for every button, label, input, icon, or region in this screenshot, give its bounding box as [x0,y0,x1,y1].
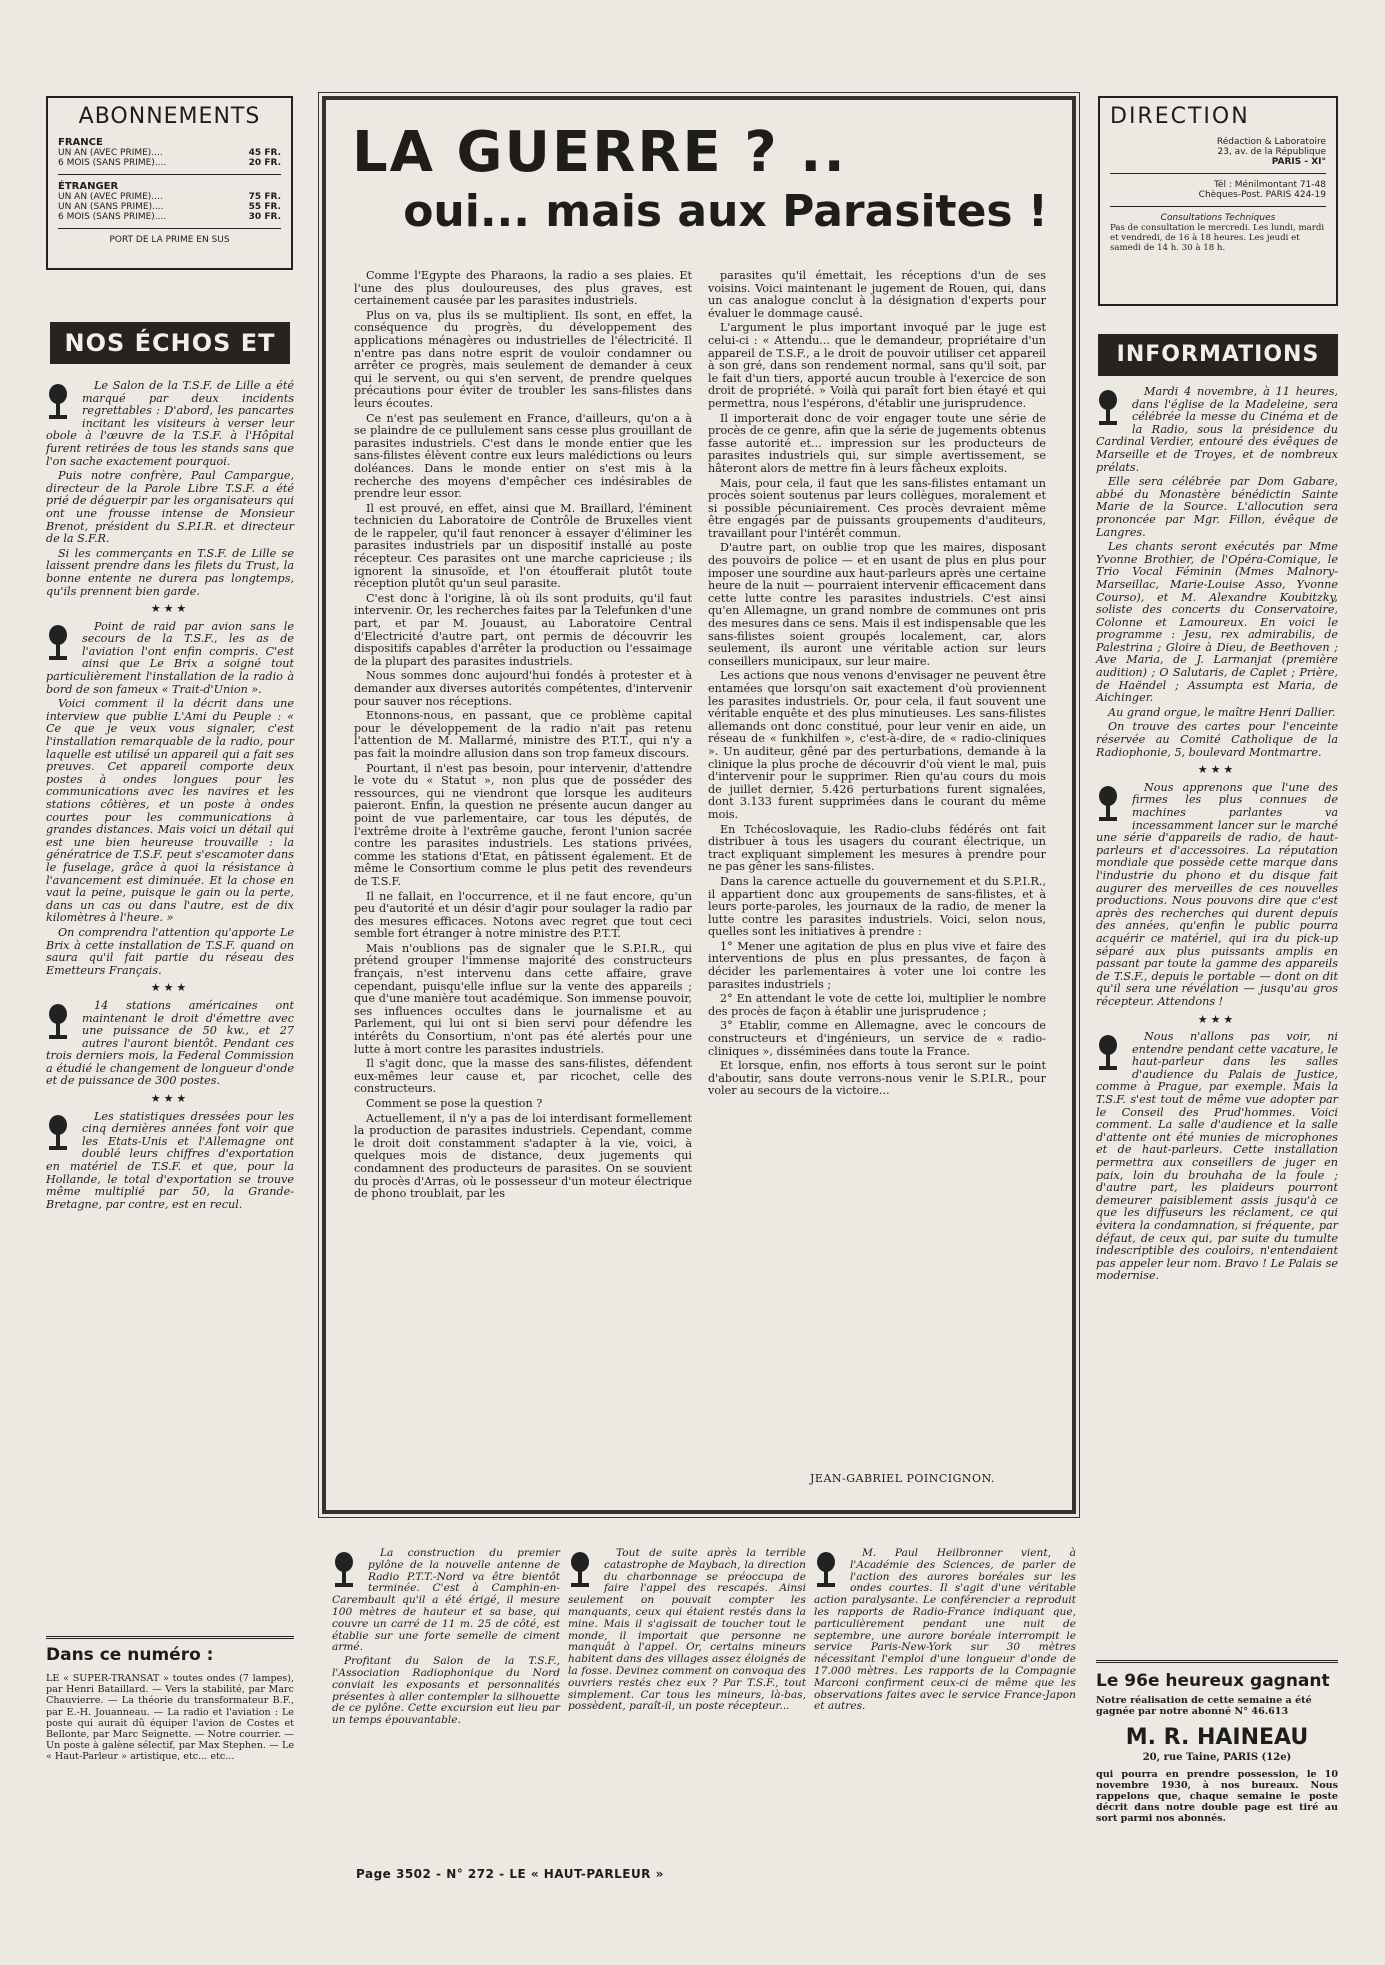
informations-column [1096,386,1338,1285]
abonnements-footer: PORT DE LA PRIME EN SUS [109,235,230,245]
sommaire-title: Dans ce numéro : [46,1645,214,1665]
direction-tel: Tél : Ménilmontant 71-48 [1213,180,1326,190]
bottom-item-1-p1: La construction du premier pylône de la nouvelle antenne de Radio P.T.T.-Nord va être bientôt terminée. C'est à Camphin-en-Carembault qu'il a été érigé, il mesure 100 mètres de hauteur et sa base, qui couvre un carré de 11 m. 25 de côté, est établie sur une forte semelle de ciment armé. [332,1547,560,1654]
info-p1: Mardi 4 novembre, à 11 heures, dans l'église de la Madeleine, sera célébrée la messe du Cinéma et de la Radio, sous la présidence du Cardinal Verdier, entouré des évêques de Marseille et de Troyes, et de nombreux prélats. [1096,385,1338,474]
echo-p7: 14 stations américaines ont maintenant le droit d'émettre avec une puissance de 50 kw., et 27 autres l'auront bientôt. Pendant ces trois derniers mois, la Federal Commission a étudié le changement de longueur d'onde et de puissance de 300 postes. [46,998,294,1088]
article-col-1 [354,270,692,1203]
article-signature: JEAN-GABRIEL POINCIGNON. [810,1472,995,1485]
echos-column [46,380,294,1213]
gagnant-intro: Notre réalisation de cette semaine a été gagnée par notre abonné N° 46.613 [1096,1695,1312,1717]
col1-paragraph: Il s'agit donc, que la masse des sans-filistes, défendent eux-mêmes leur cause et, par ricochet, celle des constructeurs. [354,1057,692,1096]
microphone-icon [1096,784,1126,824]
col2-paragraph: Les actions que nous venons d'envisager ne peuvent être entamées que lorsqu'on sait exactement d'où proviennent les parasites industriels. Or, pour cela, il faut souvent une véritable enquête et des plus minutieuses. Les sans-filistes allemands ont donc constitué, pour leur venir en aide, un réseau de « funkhilfen », c'est-à-dire, de « radio-cliniques ». Un auditeur, gêné par des perturbations, demande à la clinique la plus proche de découvrir d'où vient le mal, puis d'intervenir pour le supprimer. Rien qu'au cours du mois de juillet dernier, 5.426 perturbations furent signalées, dont 3.133 furent supprimées dans le courant du même mois. [708,669,1046,821]
col1-paragraph: Actuellement, il n'y a pas de loi interdisant formellement la production de parasites industriels. Cependant, comme le droit doit constamment s'adapter à la vie, voici, à quelques mois de distance, deux jugements qui condamnent des producteurs de parasites. On se souvient du procès d'Arras, où le possesseur d'un moteur électrique de phono troublait, par les [354,1111,692,1201]
separator-stars: ★★★ [1197,763,1237,777]
microphone-icon [332,1550,362,1590]
info-p2: Elle sera célébrée par Dom Gabare, abbé du Monastère bénédictin Sainte Marie de la Source. L'allocution sera prononcée par Mgr. Fillon, évêque de Langres. [1096,475,1338,539]
fr-row-2-label: 6 MOIS (SANS PRIME).... [58,158,167,168]
article-col-2 [708,270,1046,1100]
et-row-1-price: 75 FR. [248,192,281,202]
col1-paragraph: Etonnons-nous, en passant, que ce problème capital pour le développement de la radio n'ait pas retenu l'attention de M. Mallarmé, ministre des P.T.T., qui n'y a pas fait la moindre allusion dans son trop fameux discours. [354,709,692,760]
col1-paragraph: Pourtant, il n'est pas besoin, pour intervenir, d'attendre le vote du « Statut », non plus que de posséder des ressources, qui ne viendront que lorsque les auditeurs paieront. Enfin, la question ne présente aucun danger au point de vue parlementaire, car tous les députés, de l'extrême droite à l'extrême gauche, feront l'union sacrée contre les parasites industriels. Les stations privées, comme les stations d'Etat, en pâtissent également. Et de même le Consortium comme le plus petit des revendeurs de T.S.F. [354,761,692,888]
gagnant-address: 20, rue Taine, PARIS (12e) [1142,1752,1292,1763]
bottom-item-3-p1: M. Paul Heilbronner vient, à l'Académie des Sciences, de parler de l'action des aurores boréales sur les ondes courtes. Il s'agit d'une véritable action paralysante. Le conférencier a reproduit les rapports de Radio-France indiquant que, particulièrement pendant une nuit de septembre, une aurore boréale interrompit le service Paris-New-York sur 30 mètres nécessitant l'emploi d'une longueur d'onde de 17.000 mètres. Les rapports de la Compagnie Marconi confirment ceux-ci de même que les observations faites avec le service France-Japon et autres. [814,1547,1076,1713]
informations-banner: INFORMATIONS [1098,334,1338,376]
consult-title: Consultations Techniques [1160,213,1276,223]
col1-paragraph: Mais n'oublions pas de signaler que le S.P.I.R., qui prétend grouper l'immense majorité des constructeurs français, n'est intervenu dans cette affaire, grave cependant, puisqu'elle influe sur la vente des appareils ; que d'une manière tout académique. Son immense pouvoir, ses influences occultes dans le journalisme et au Parlement, qui lui ont si bien servi pour défendre les intérêts du Consortium, n'ont pas été alertés pour une lutte à mort contre les parasites industriels. [354,941,692,1056]
page-footer: Page 3502 - N° 272 - LE « HAUT-PARLEUR » [356,1867,664,1881]
et-row-3-price: 30 FR. [248,212,281,222]
direction-cheques: Chèques-Post. PARIS 424-19 [1198,190,1326,200]
gagnant-name: M. R. HAINEAU [1125,1725,1309,1750]
echo-p1: Le Salon de la T.S.F. de Lille a été marqué par deux incidents regrettables : D'abord, les pancartes incitant les visiteurs à verser leur obole à l'œuvre de la T.S.F. à l'Hôpital furent retirées de tous les stands sans que l'on sache exactement pourquoi. [46,379,294,468]
direction-box [1098,96,1338,306]
et-row-2-price: 55 FR. [248,202,281,212]
col1-paragraph: Il est prouvé, en effet, ainsi que M. Braillard, l'éminent technicien du Laboratoire de Contrôle de Bruxelles vient de le rappeler, qu'il faut renoncer à essayer d'éliminer les parasites industriels par un dispositif installé au poste récepteur. Ces parasites ont une marche capricieuse ; ils ignorent la sinusoïde, et l'on étoufferait plutôt toute réception plutôt qu'un seul parasite. [354,501,692,591]
col1-paragraph: Comment se pose la question ? [366,1097,543,1110]
col1-paragraph: Comme l'Egypte des Pharaons, la radio a ses plaies. Et l'une des plus douloureuses, des plus graves, est certainement causée par les parasites industriels. [354,269,692,308]
bottom-item-2 [568,1548,806,1715]
col2-paragraph: 2° En attendant le vote de cette loi, multiplier le nombre des procès de façon à établir une jurisprudence ; [708,992,1046,1018]
col1-paragraph: Ce n'est pas seulement en France, d'ailleurs, qu'on a à se plaindre de ce pullulement sans cesse plus grouillant de parasites industriels. C'est dans le monde entier que les sans-filistes élèvent contre eux leurs malédictions ou leurs doléances. Dans le monde entier on s'est mis à la recherche des moyens d'empêcher ces indésirables de prendre leur essor. [354,411,692,501]
echo-p2: Puis notre confrère, Paul Campargue, directeur de la Parole Libre T.S.F. a été prié de déguerpir par les organisateurs qui ont une frousse intense de Monsieur Brenot, président du S.P.I.R. et directeur de la S.F.R. [46,469,294,546]
echo-p3: Si les commerçants en T.S.F. de Lille se laissent prendre dans les filets du Trust, la bonne entente ne durera pas longtemps, qu'ils prennent bien garde. [46,546,294,598]
col2-paragraph: parasites qu'il émettait, les réceptions d'un de ses voisins. Voici maintenant le jugement de Rouen, qui, dans un cas analogue conclut à la désignation d'experts pour évaluer le dommage causé. [708,269,1046,320]
abonnements-box [46,96,293,270]
separator-stars: ★★★ [150,602,190,616]
col2-paragraph: Et lorsque, enfin, nos efforts à tous seront sur le point d'aboutir, sans doute verrons-nous venir le S.P.I.R., pour voler au secours de la victoire... [708,1059,1046,1098]
fr-row-1-price: 45 FR. [248,148,281,158]
microphone-icon [46,1113,76,1153]
main-article-box [322,96,1076,1514]
article-title: LA GUERRE ? .. [352,120,847,185]
col1-paragraph: Plus on va, plus ils se multiplient. Ils sont, en effet, la conséquence du progrès, du développement des applications ménagères ou industrielles de l'électricité. Il n'entre pas dans notre esprit de vouloir condamner ou arrêter ce progrès, mais seulement de demander à ceux qui le servent, ou qui s'en servent, de prendre quelques précautions pour éviter de troubler les sans-filistes dans leurs écoutes. [354,308,692,410]
info-p3: Les chants seront exécutés par Mme Yvonne Brothier, de l'Opéra-Comique, le Trio Vocal Féminin (Mmes Malnory-Marseillac, Marie-Louise Asso, Yvonne Courso), et M. Alexandre Koubitzky, soliste des concerts du Conservatoire, Colonne et Lamoureux. En voici le programme : Jesu, rex admirabilis, de Palestrina ; Gloire à Dieu, de Beethoven ; Ave Maria, de J. Larmanjat (première audition) ; O Salutaris, de Caplet ; Prière, de Haëndel ; Assumpta est Maria, de Aichinger. [1096,540,1338,705]
echos-banner: NOS ÉCHOS ET [50,322,290,364]
etranger-label: ÉTRANGER [58,181,119,192]
microphone-icon [46,382,76,422]
separator-stars: ★★★ [1197,1012,1237,1026]
article-subtitle: oui... mais aux Parasites ! [403,186,1048,237]
microphone-icon [1096,1033,1126,1073]
bottom-item-3 [814,1548,1076,1715]
col2-paragraph: D'autre part, on oublie trop que les maires, disposant des pouvoirs de police — et en usant de plus en plus pour imposer une sourdine aux haut-parleurs après une certaine heure de la nuit — pourraient intervenir efficacement dans cette lutte contre les parasites industriels. C'est ainsi qu'en Allemagne, un grand nombre de communes ont pris des mesures dans ce sens. Mais il est indispensable que les sans-filistes soient groupés localement, car, alors seulement, ils auront une véritable action sur leurs conseillers municipaux, sur leur maire. [708,541,1046,668]
direction-line2: 23, av. de la République [1217,147,1326,157]
microphone-icon [46,623,76,663]
info-p4: Au grand orgue, le maître Henri Dallier. [1108,705,1336,719]
sommaire-section [46,1636,294,1763]
microphone-icon [568,1550,598,1590]
consult-text: Pas de consultation le mercredi. Les lundi, mardi et vendredi, de 16 à 18 heures. Les jeudi et samedi de 14 h. 30 à 18 h. [1110,223,1325,253]
echo-p8: Les statistiques dressées pour les cinq dernières années font voir que les Etats-Unis et l'Allemagne ont doublé leurs chiffres d'exportation en matériel de T.S.F. et que, pour la Hollande, le total d'exportation se trouve même multiplié par 50, la Grande-Bretagne, par contre, est en recul. [46,1109,294,1211]
bottom-item-2-p1: Tout de suite après la terrible catastrophe de Maybach, la direction du charbonnage se préoccupa de faire l'appel des rescapés. Ainsi seulement on pouvait compter les manquants, ceux qui étaient restés dans la mine. Mais il s'agissait de toucher tout le monde, il importait que personne ne manquât à l'appel. Or, certains mineurs habitent dans des villages assez éloignés de la fosse. Devinez comment on convoqua des ouvriers restés chez eux ? Par T.S.F., tout simplement. Car tous les mineurs, là-bas, possèdent, paraît-il, un poste récepteur... [568,1547,806,1713]
direction-line3: PARIS - XI° [1271,157,1326,167]
france-label: FRANCE [58,137,103,148]
separator-stars: ★★★ [150,981,190,995]
sommaire-text: LE « SUPER-TRANSAT » toutes ondes (7 lampes), par Henri Bataillard. — Vers la stabilité, par Marc Chauvierre. — La théorie du transformateur B.F., par E.-H. Jouanneau. — La radio et l'aviation : Le poste qui aurait dû équiper l'avion de Costes et Bellonte, par Marc Seignette. — Notre courrier. — Un poste à galène sélectif, par Max Stephen. — Le « Haut-Parleur » artistique, etc... etc... [46,1673,294,1763]
fr-row-2-price: 20 FR. [248,158,281,168]
info-p5: On trouve des cartes pour l'enceinte réservée au Comité Catholique de la Radiophonie, 5, boulevard Montmartre. [1096,720,1338,759]
col2-paragraph: Il importerait donc de voir engager toute une série de procès de ce genre, afin que la série de jugements obtenus fasse autorité et... impression sur les producteurs de parasites industriels qui, sur simple avertissement, se hâteront alors de mettre fin à leurs fâcheux exploits. [708,411,1046,475]
microphone-icon [814,1550,844,1590]
echo-p5: Voici comment il la décrit dans une interview que publie L'Ami du Peuple : « Ce que je veux vous signaler, c'est l'installation remarquable de la radio, pour laquelle est utilisé un appareil qui a fait ses preuves. Cet appareil comporte deux postes à ondes longues pour les communications avec les navires et les stations côtières, et un poste à ondes courtes pour les communications à grandes distances. Mais voici un détail qui est une bien heureuse trouvaille : la génératrice de T.S.F. peut s'escamoter dans le fuselage, grâce à quoi la résistance à l'avancement est diminuée. Et la chose en vaut la peine, puisque le gain ou la perte, dans un cas ou dans l'autre, est de dix kilomètres à l'heure. » [46,697,294,925]
info-p6: Nous apprenons que l'une des firmes les plus connues de machines parlantes va incessamment lancer sur le marché une série d'appareils de radio, de haut-parleurs et d'accessoires. La réputation mondiale que possède cette marque dans l'industrie du phono et du disque fait augurer des merveilles de ces nouvelles productions. Nous pouvons dire que c'est après des recherches qui durent depuis des années, qu'enfin le public pourra acquérir ce matériel, qui ira du pick-up séparé aux plus puissants amplis en passant par toute la gamme des appareils de T.S.F., depuis le portable — dont on dit qu'il sera une révélation — jusqu'au gros récepteur. Attendons ! [1096,780,1338,1008]
col1-paragraph: Nous sommes donc aujourd'hui fondés à protester et à demander aux diverses autorités compétentes, d'intervenir pour sauver nos réceptions. [354,669,692,708]
col2-paragraph: L'argument le plus important invoqué par le juge est celui-ci : « Attendu... que le demandeur, propriétaire d'un appareil de T.S.F., a le droit de pouvoir utiliser cet appareil à son gré, dans son rendement normal, sans qu'il soit, par le fait d'un tiers, apporté aucun trouble à l'exercice de son droit de propriété. » Voilà qui paraît fort bien étayé et qui permettra, nous l'espérons, d'établir une jurisprudence. [708,321,1046,410]
col2-paragraph: 1° Mener une agitation de plus en plus vive et faire des interventions de plus en plus pressantes, de façon à décider les parlementaires à voter une loi contre les parasites industriels ; [708,939,1046,991]
col2-paragraph: En Tchécoslovaquie, les Radio-clubs fédérés ont fait distribuer à tous les usagers du courant électrique, un tract expliquant simplement les mesures à prendre pour ne pas gêner les sans-filistes. [708,822,1046,874]
microphone-icon [46,1002,76,1042]
et-row-2-label: UN AN (SANS PRIME).... [58,202,164,212]
bottom-item-1-p2: Profitant du Salon de la T.S.F., l'Association Radiophonique du Nord conviait les exposants et personnalités présentes à aller contempler la silhouette de ce pylône. Cette excursion eut lieu par un temps épouvantable. [332,1655,560,1727]
et-row-1-label: UN AN (AVEC PRIME).... [58,192,163,202]
col2-paragraph: Dans la carence actuelle du gouvernement et du S.P.I.R., il appartient donc aux groupements de sans-filistes, et à leurs porte-paroles, les journaux de la radio, de mener la lutte contre les parasites industriels. Voici, selon nous, quelles sont les initiatives à prendre : [708,874,1046,939]
info-p7: Nous n'allons pas voir, ni entendre pendant cette vacature, le haut-parleur dans les salles d'audience du Palais de Justice, comme à Prague, par exemple. Mais la T.S.F. s'est tout de même vue adopter par le Conseil des Prud'hommes. Voici comment. La salle d'audience et la salle d'attente ont été munies de microphones et de haut-parleurs. Cette installation permettra aux conseillers de juger en paix, loin du brouhaha de la foule ; d'autre part, les plaideurs pourront demeurer paisiblement assis jusqu'à ce que les diffuseurs les réclament, ce qui évitera la condamnation, si fréquente, par défaut, de ceux qui, par suite du tumulte indescriptible des couloirs, n'entendaient pas appeler leur nom. Bravo ! Le Palais se modernise. [1096,1030,1338,1283]
col2-paragraph: Mais, pour cela, il faut que les sans-filistes entamant un procès soient soutenus par leurs collègues, moralement et si possible pécuniairement. Ces procès devraient même être engagés par de puissants groupements d'auditeurs, travaillant pour l'intérêt commun. [708,476,1046,540]
gagnant-note: qui pourra en prendre possession, le 10 novembre 1930, à nos bureaux. Nous rappelons que, chaque semaine le poste décrit dans notre double page est tiré au sort parmi nos abonnés. [1096,1769,1338,1824]
gagnant-title: Le 96e heureux gagnant [1096,1671,1330,1691]
col1-paragraph: C'est donc à l'origine, là où ils sont produits, qu'il faut intervenir. Or, les recherches faites par la Telefunken d'une part, et par M. Jouaust, au Laboratoire Central d'Electricité d'autre part, ont permis de découvrir les dispositifs capables d'arrêter la production ou l'essaimage de la plupart des parasites industriels. [354,591,692,668]
direction-line1: Rédaction & Laboratoire [1216,137,1326,147]
separator-stars: ★★★ [150,1092,190,1106]
col2-paragraph: 3° Etablir, comme en Allemagne, avec le concours de constructeurs et d'ingénieurs, un service de « radio-cliniques », disséminées dans toute la France. [708,1019,1046,1058]
et-row-3-label: 6 MOIS (SANS PRIME).... [58,212,167,222]
direction-title: DIRECTION [1110,104,1250,129]
gagnant-section [1096,1660,1338,1824]
microphone-icon [1096,388,1126,428]
bottom-item-1 [332,1548,560,1729]
col1-paragraph: Il ne fallait, en l'occurrence, et il ne faut encore, qu'un peu d'autorité et un désir d'agir pour soulager la radio par des mesures efficaces. Notons avec regret que tout ceci semble fort étranger à notre ministre des P.T.T. [354,889,692,941]
fr-row-1-label: UN AN (AVEC PRIME).... [58,148,163,158]
echo-p6: On comprendra l'attention qu'apporte Le Brix à cette installation de T.S.F. quand on saura qu'il fait partie du réseau des Emetteurs Français. [46,925,294,977]
echo-p4: Point de raid par avion sans le secours de la T.S.F., les as de l'aviation l'ont enfin compris. C'est ainsi que Le Brix a soigné tout particulièrement l'installation de la radio à bord de son fameux « Trait-d'Union ». [46,619,294,696]
abonnements-title: ABONNEMENTS [78,104,261,129]
